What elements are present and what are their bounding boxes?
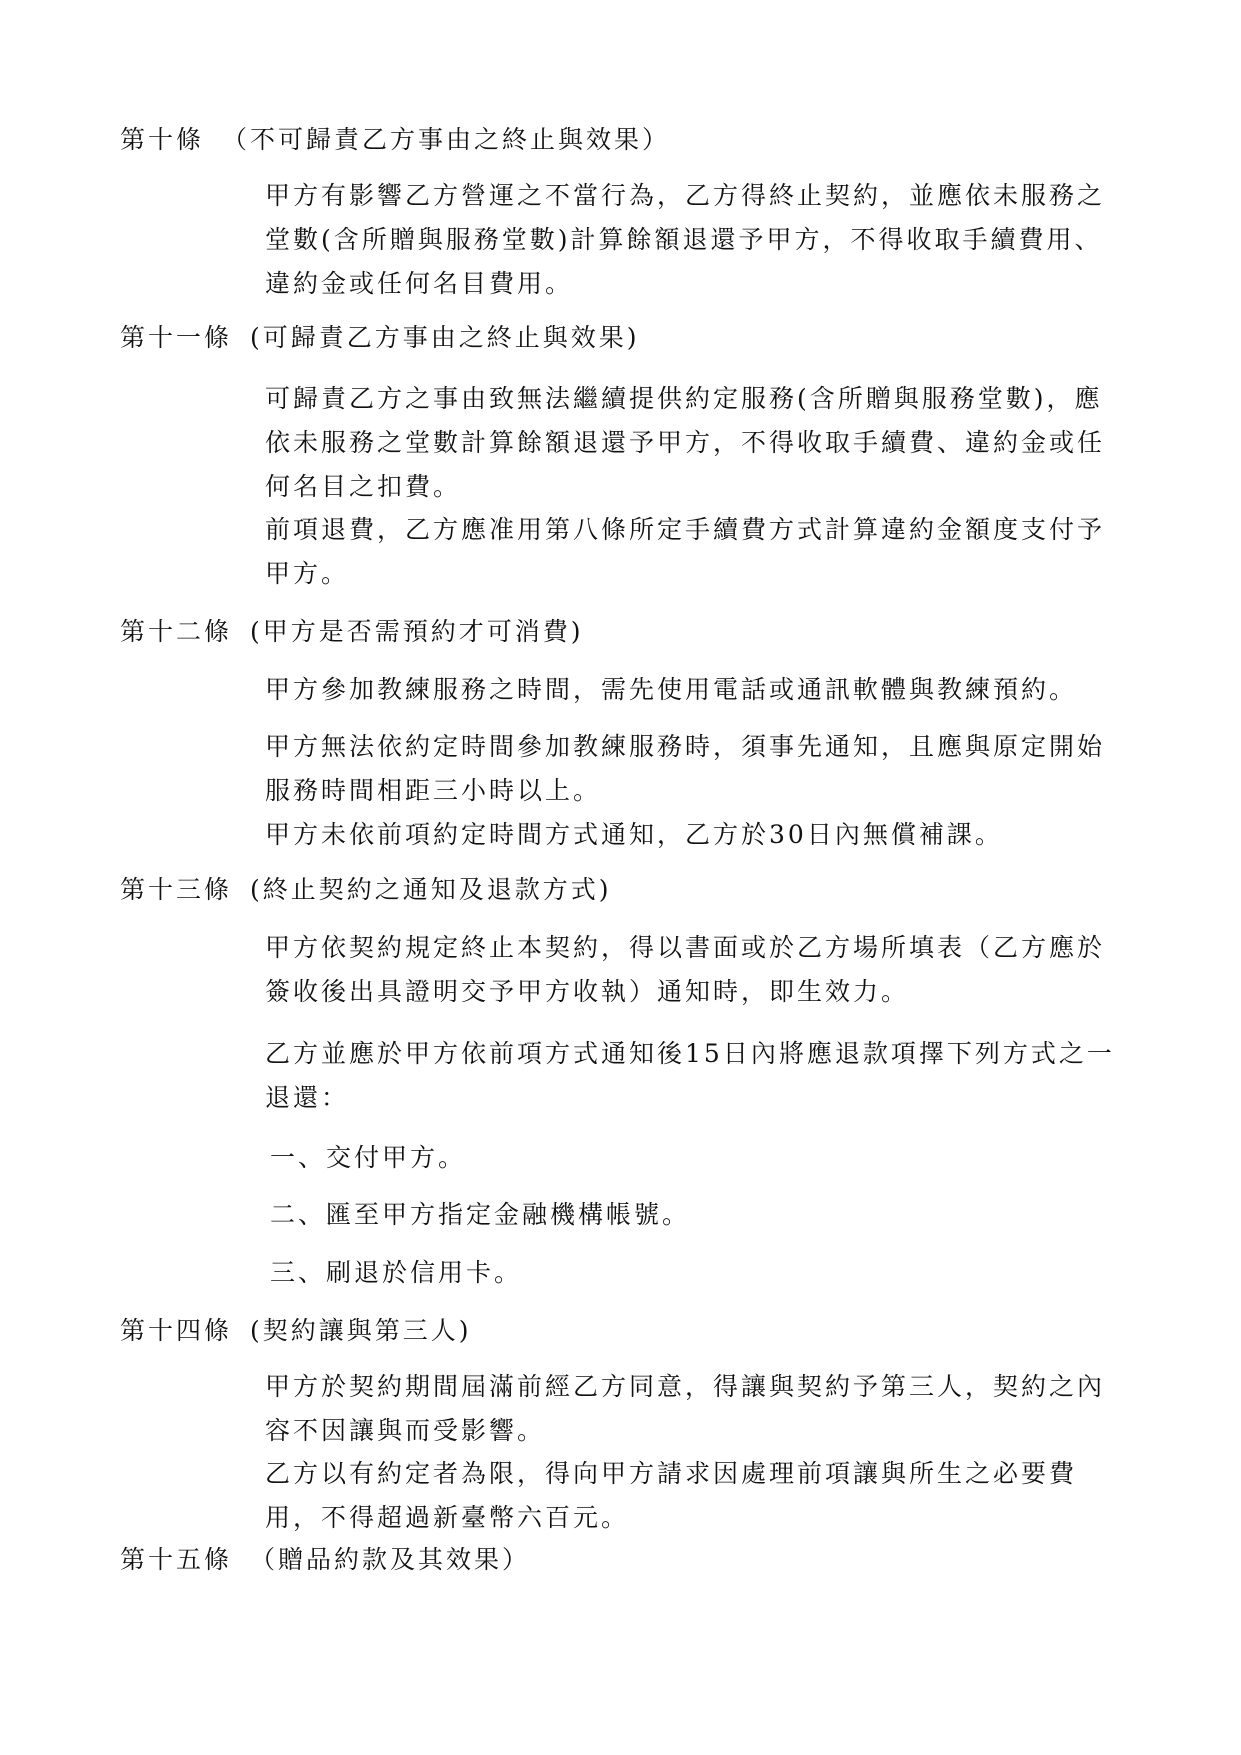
article-number: 第十四條	[120, 1316, 233, 1345]
article-paragraph: 前項退費，乙方應准用第八條所定手續費方式計算違約金額度支付予甲方。	[265, 515, 1106, 588]
article-13	[120, 870, 1120, 906]
article-11	[120, 318, 1120, 354]
refund-option: 三、刷退於信用卡。	[270, 1258, 523, 1287]
article-number: 第十三條	[120, 875, 233, 904]
article-title	[120, 120, 1120, 156]
article-14	[120, 1311, 1120, 1347]
refund-option: 一、交付甲方。	[270, 1143, 467, 1172]
article-paragraph: 甲方參加教練服務之時間，需先使用電話或通訊軟體與教練預約。	[265, 675, 1078, 704]
article-paragraph: 甲方於契約期間屆滿前經乙方同意，得讓與契約予第三人，契約之內容不因讓與而受影響。	[265, 1372, 1106, 1445]
article-title	[120, 870, 1120, 906]
article-heading: (甲方是否需預約才可消費)	[250, 617, 584, 646]
article-title	[120, 318, 1120, 354]
article-number: 第十條	[120, 125, 205, 154]
article-paragraph: 甲方無法依約定時間參加教練服務時，須事先通知，且應與原定開始服務時間相距三小時以上。	[265, 732, 1106, 805]
article-heading: （贈品約款及其效果）	[250, 1545, 531, 1574]
article-heading: （不可歸責乙方事由之終止與效果）	[222, 125, 671, 154]
article-heading: (契約讓與第三人)	[250, 1316, 472, 1345]
article-title	[120, 1311, 1120, 1347]
article-title	[120, 1540, 1120, 1576]
article-title	[120, 612, 1120, 648]
article-number: 第十二條	[120, 617, 233, 646]
article-paragraph: 乙方以有約定者為限，得向甲方請求因處理前項讓與所生之必要費用，不得超過新臺幣六百元。	[265, 1459, 1078, 1532]
article-number: 第十一條	[120, 323, 233, 352]
article-paragraph: 甲方依契約規定終止本契約，得以書面或於乙方場所填表（乙方應於簽收後出具證明交予甲方收執）通知時，即生效力。	[265, 933, 1106, 1006]
article-paragraph: 可歸責乙方之事由致無法繼續提供約定服務(含所贈與服務堂數)，應依未服務之堂數計算餘額退還予甲方，不得收取手續費、違約金或任何名目之扣費。	[265, 384, 1106, 501]
article-paragraph: 甲方有影響乙方營運之不當行為，乙方得終止契約，並應依未服務之堂數(含所贈與服務堂數)計算餘額退還予甲方，不得收取手續費用、違約金或任何名目費用。	[265, 181, 1106, 298]
article-heading: (終止契約之通知及退款方式)	[250, 875, 612, 904]
article-10	[120, 120, 1120, 156]
refund-option: 二、匯至甲方指定金融機構帳號。	[270, 1200, 691, 1229]
article-15	[120, 1540, 1120, 1576]
article-number: 第十五條	[120, 1545, 233, 1574]
article-paragraph: 乙方並應於甲方依前項方式通知後15日內將應退款項擇下列方式之一退還：	[265, 1039, 1115, 1112]
article-12	[120, 612, 1120, 648]
article-paragraph: 甲方未依前項約定時間方式通知，乙方於30日內無償補課。	[265, 820, 1003, 849]
article-heading: (可歸責乙方事由之終止與效果)	[250, 323, 640, 352]
